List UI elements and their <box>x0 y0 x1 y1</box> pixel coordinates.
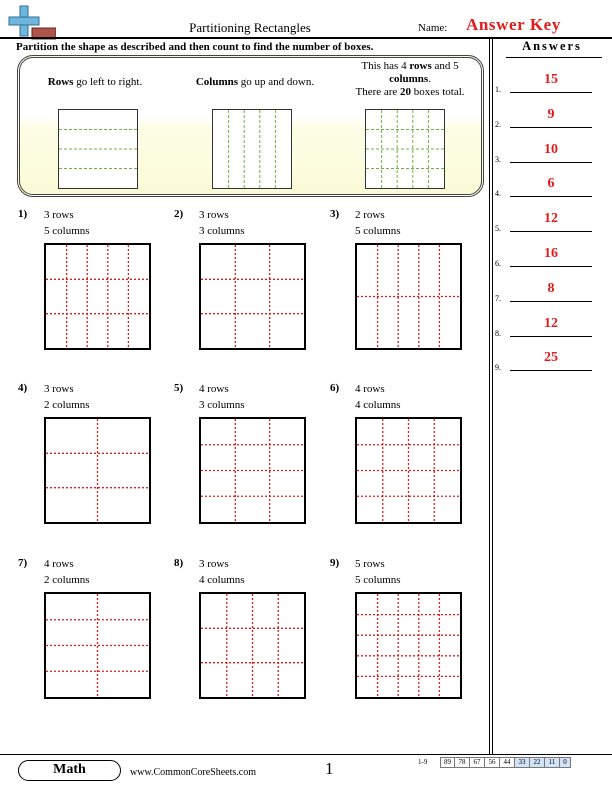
score-cell: 67 <box>470 757 485 768</box>
answer-number: 8. <box>495 328 501 338</box>
answer-line <box>510 231 592 232</box>
grid-example-rect <box>365 109 445 189</box>
problem-columns-text: 3 columns <box>199 399 245 411</box>
answers-heading: Answers <box>522 39 582 53</box>
score-table <box>440 757 571 768</box>
score-cell: 22 <box>530 757 545 768</box>
problem-rows-text: 3 rows <box>44 209 74 221</box>
answer-key-label: Answer Key <box>466 15 561 34</box>
answers-heading-underline <box>506 57 602 58</box>
problem-rows-text: 4 rows <box>44 558 74 570</box>
answer-value: 25 <box>544 350 558 366</box>
answer-line <box>510 266 592 267</box>
score-cell: 44 <box>500 757 515 768</box>
problem-number: 5) <box>174 382 184 394</box>
problem-columns-text: 2 columns <box>44 574 90 586</box>
subject-badge: Math <box>18 760 121 781</box>
rows-example-rect <box>58 109 138 189</box>
partition-rectangle <box>355 243 462 350</box>
columns-example-rect <box>212 109 292 189</box>
problem-number: 6) <box>330 382 340 394</box>
answer-number: 2. <box>495 119 501 129</box>
problem-rows-text: 5 rows <box>355 558 385 570</box>
problem-columns-text: 4 columns <box>355 399 401 411</box>
answer-line <box>510 370 592 371</box>
plus-logo-icon <box>6 4 56 40</box>
problem-rows-text: 3 rows <box>199 209 229 221</box>
footer-divider <box>0 754 612 755</box>
name-label: Name: <box>418 22 448 34</box>
score-cell: 11 <box>545 757 560 768</box>
problem-number: 8) <box>174 557 184 569</box>
answer-column-divider-inner <box>492 37 493 754</box>
partition-rectangle <box>199 243 306 350</box>
problem-columns-text: 4 columns <box>199 574 245 586</box>
problem-number: 7) <box>18 557 28 569</box>
answer-number: 1. <box>495 85 501 94</box>
answer-line <box>510 336 592 337</box>
columns-caption: Columns go up and down. <box>195 76 315 88</box>
problem-number: 3) <box>330 208 340 220</box>
answer-line <box>510 301 592 302</box>
partition-rectangle <box>199 592 306 699</box>
answer-value: 9 <box>547 106 555 122</box>
instructions: Partition the shape as described and then count to find the number of boxes. <box>16 41 374 53</box>
score-cell: 78 <box>455 757 470 768</box>
answer-line <box>510 92 592 93</box>
problem-columns-text: 5 columns <box>44 225 90 237</box>
answer-column-divider <box>489 37 490 754</box>
answer-number: 4. <box>495 189 501 199</box>
problem-number: 1) <box>18 208 28 220</box>
answer-number: 3. <box>495 154 501 164</box>
answer-value: 8 <box>547 280 555 296</box>
score-range-label: 1-9 <box>418 758 428 766</box>
partition-rectangle <box>44 243 151 350</box>
score-cell: 33 <box>515 757 530 768</box>
partition-rectangle <box>355 417 462 524</box>
score-cell: 89 <box>440 757 455 768</box>
problem-rows-text: 4 rows <box>355 383 385 395</box>
score-cell: 56 <box>485 757 500 768</box>
answer-number: 5. <box>495 224 501 234</box>
problem-columns-text: 5 columns <box>355 574 401 586</box>
page-title: Partitioning Rectangles <box>189 20 311 35</box>
problem-columns-text: 2 columns <box>44 399 90 411</box>
problem-columns-text: 3 columns <box>199 225 245 237</box>
problem-rows-text: 2 rows <box>355 209 385 221</box>
problem-rows-text: 4 rows <box>199 383 229 395</box>
answer-number: 9. <box>495 363 501 373</box>
example-caption: This has 4 rows and 5 columns. There are 20 boxes total. <box>355 60 465 98</box>
answer-value: 12 <box>544 211 558 227</box>
problem-number: 4) <box>18 382 28 394</box>
partition-rectangle <box>199 417 306 524</box>
answer-number: 6. <box>495 259 501 268</box>
answer-value: 16 <box>544 246 558 261</box>
page-number: 1 <box>325 759 334 778</box>
problem-number: 9) <box>330 557 340 569</box>
website-label: www.CommonCoreSheets.com <box>130 767 257 778</box>
answer-value: 15 <box>544 72 558 87</box>
problem-rows-text: 3 rows <box>44 383 74 395</box>
answer-value: 10 <box>544 141 558 157</box>
answer-line <box>510 127 592 128</box>
partition-rectangle <box>355 592 462 699</box>
problem-columns-text: 5 columns <box>355 225 401 237</box>
example-panel <box>17 55 484 197</box>
answer-value: 12 <box>544 315 558 331</box>
problem-rows-text: 3 rows <box>199 558 229 570</box>
answer-number: 7. <box>495 293 501 303</box>
answer-line <box>510 162 592 163</box>
problem-number: 2) <box>174 208 184 220</box>
rows-caption: Rows go left to right. <box>47 76 143 88</box>
partition-rectangle <box>44 417 151 524</box>
answer-value: 6 <box>547 176 555 192</box>
partition-rectangle <box>44 592 151 699</box>
score-cell: 0 <box>560 757 571 768</box>
answer-line <box>510 196 592 197</box>
